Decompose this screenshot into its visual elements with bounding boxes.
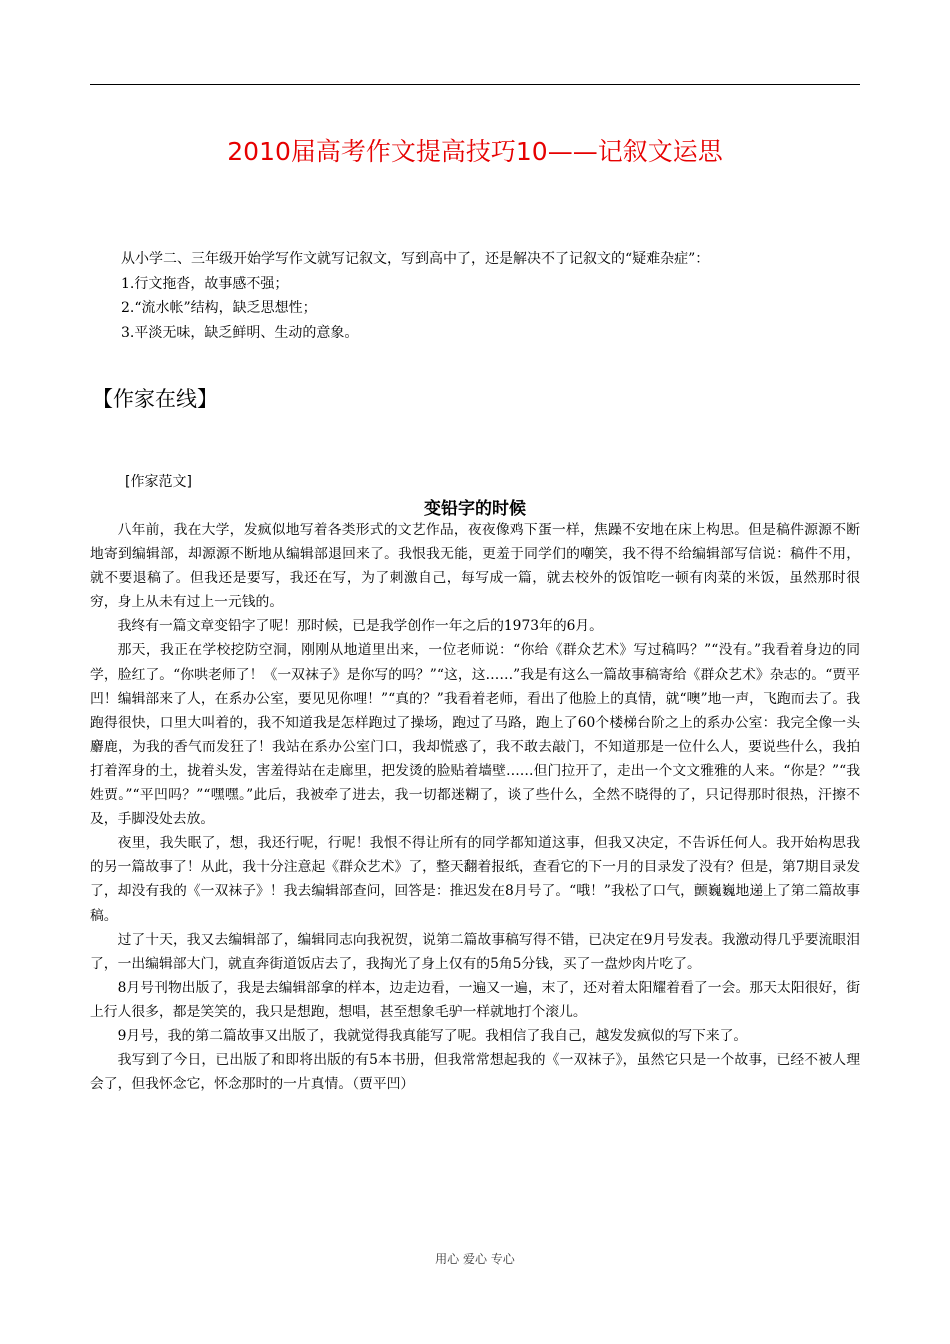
story-title: 变铅字的时候 xyxy=(424,499,526,519)
story-paragraph: 我写到了今日，已出版了和即将出版的有5本书册，但我常常想起我的《一双袜子》，虽然它只是一个故事，已经不被人理会了，但我怀念它，怀念那时的一片真情。（贾平凹） xyxy=(90,1052,860,1093)
intro-line: 从小学二、三年级开始学写作文就写记叙文，写到高中了，还是解决不了记叙文的“疑难杂症”： xyxy=(121,251,710,267)
intro-block xyxy=(121,247,856,345)
story-paragraph: 9月号，我的第二篇故事又出版了，我就觉得我真能写了呢。我相信了我自己，越发发疯似的写下来了。 xyxy=(117,1027,748,1044)
section-heading: 【作家在线】 xyxy=(92,387,218,411)
story-paragraph: 过了十天，我又去编辑部了，编辑同志向我祝贺，说第二篇故事稿写得不错，已决定在9月号发表。我激动得几乎要流眼泪了，一出编辑部大门，就直奔街道饭店去了，我掏光了身上仅有的5角5分钱，买了一盘炒肉片吃了。 xyxy=(90,931,860,972)
header-rule xyxy=(90,84,860,85)
story-paragraph: 夜里，我失眠了，想，我还行呢，行呢！我恨不得让所有的同学都知道这事，但我又决定，不告诉任何人。我开始构思我的另一篇故事了！从此，我十分注意起《群众艺术》了，整天翻着报纸，查看它的下一月的目录发了没有？但是，第7期目录发了，却没有我的《一双袜子》！我去编辑部查问，回答是：推迟发在8月号了。“哦！”我松了口气，颤巍巍地递上了第二篇故事稿。 xyxy=(90,835,860,924)
story-paragraph: 那天，我正在学校挖防空洞，刚刚从地道里出来，一位老师说：“你给《群众艺术》写过稿吗？”“没有。”我看着身边的同学，脸红了。“你哄老师了！《一双袜子》是你写的吗？”“这，这……”我是有这么一篇故事稿寄给《群众艺术》杂志的。“贾平凹！编辑部来了人，在系办公室，要见见你哩！”“真的？”我看着老师，看出了他脸上的真情，就“噢”地一声，飞跑而去了。我跑得很快，口里大叫着的，我不知道我是怎样跑过了操场，跑过了马路，跑上了60个楼梯台阶之上的系办公室：我完全像一头麝鹿，为我的香气而发狂了！我站在系办公室门口，我却慌惑了，我不敢去敲门，不知道那是一位什么人，要说些什么，我拍打着浑身的土，拢着头发，害羞得站在走廊里，把发烫的脸贴着墙壁……但门拉开了，走出一个文文雅雅的人来。“你是？”“我姓贾。”“平凹吗？”“嘿嘿。”此后，我被牵了进去，我一切都迷糊了，谈了些什么，全然不晓得的了，只记得那时很热，汗擦不及，手脚没处去放。 xyxy=(90,642,860,828)
story-paragraph: 8月号刊物出版了，我是去编辑部拿的样本，边走边看，一遍又一遍，末了，还对着太阳耀着看了一会。那天太阳很好，街上行人很多，都是笑笑的，我只是想跑，想唱，甚至想象毛驴一样就地打个滚儿。 xyxy=(90,979,860,1020)
intro-line: 1.行文拖沓，故事感不强； xyxy=(121,275,289,292)
story-paragraph: 我终有一篇文章变铅字了呢！那时候，已是我学创作一年之后的1973年的6月。 xyxy=(117,618,603,635)
page-footer: 用心 爱心 专心 xyxy=(435,1252,515,1266)
story-body xyxy=(90,518,860,1096)
intro-line: 2.“流水帐”结构，缺乏思想性； xyxy=(121,300,317,316)
page-title: 2010届高考作文提高技巧10——记叙文运思 xyxy=(227,137,723,166)
story-paragraph: 八年前，我在大学，发疯似地写着各类形式的文艺作品，夜夜像鸡下蛋一样，焦躁不安地在床上构思。但是稿件源源不断地寄到编辑部，却源源不断地从编辑部退回来了。我恨我无能，更羞于同学们的嘲笑，我不得不给编辑部写信说：稿件不用，就不要退稿了。但我还是要写，我还在写，为了刺激自己，每写成一篇，就去校外的饭馆吃一顿有肉菜的米饭，虽然那时很穷，身上从未有过上一元钱的。 xyxy=(90,522,860,611)
intro-line: 3.平淡无味，缺乏鲜明、生动的意象。 xyxy=(121,324,359,341)
sample-label: [作家范文] xyxy=(125,474,192,490)
